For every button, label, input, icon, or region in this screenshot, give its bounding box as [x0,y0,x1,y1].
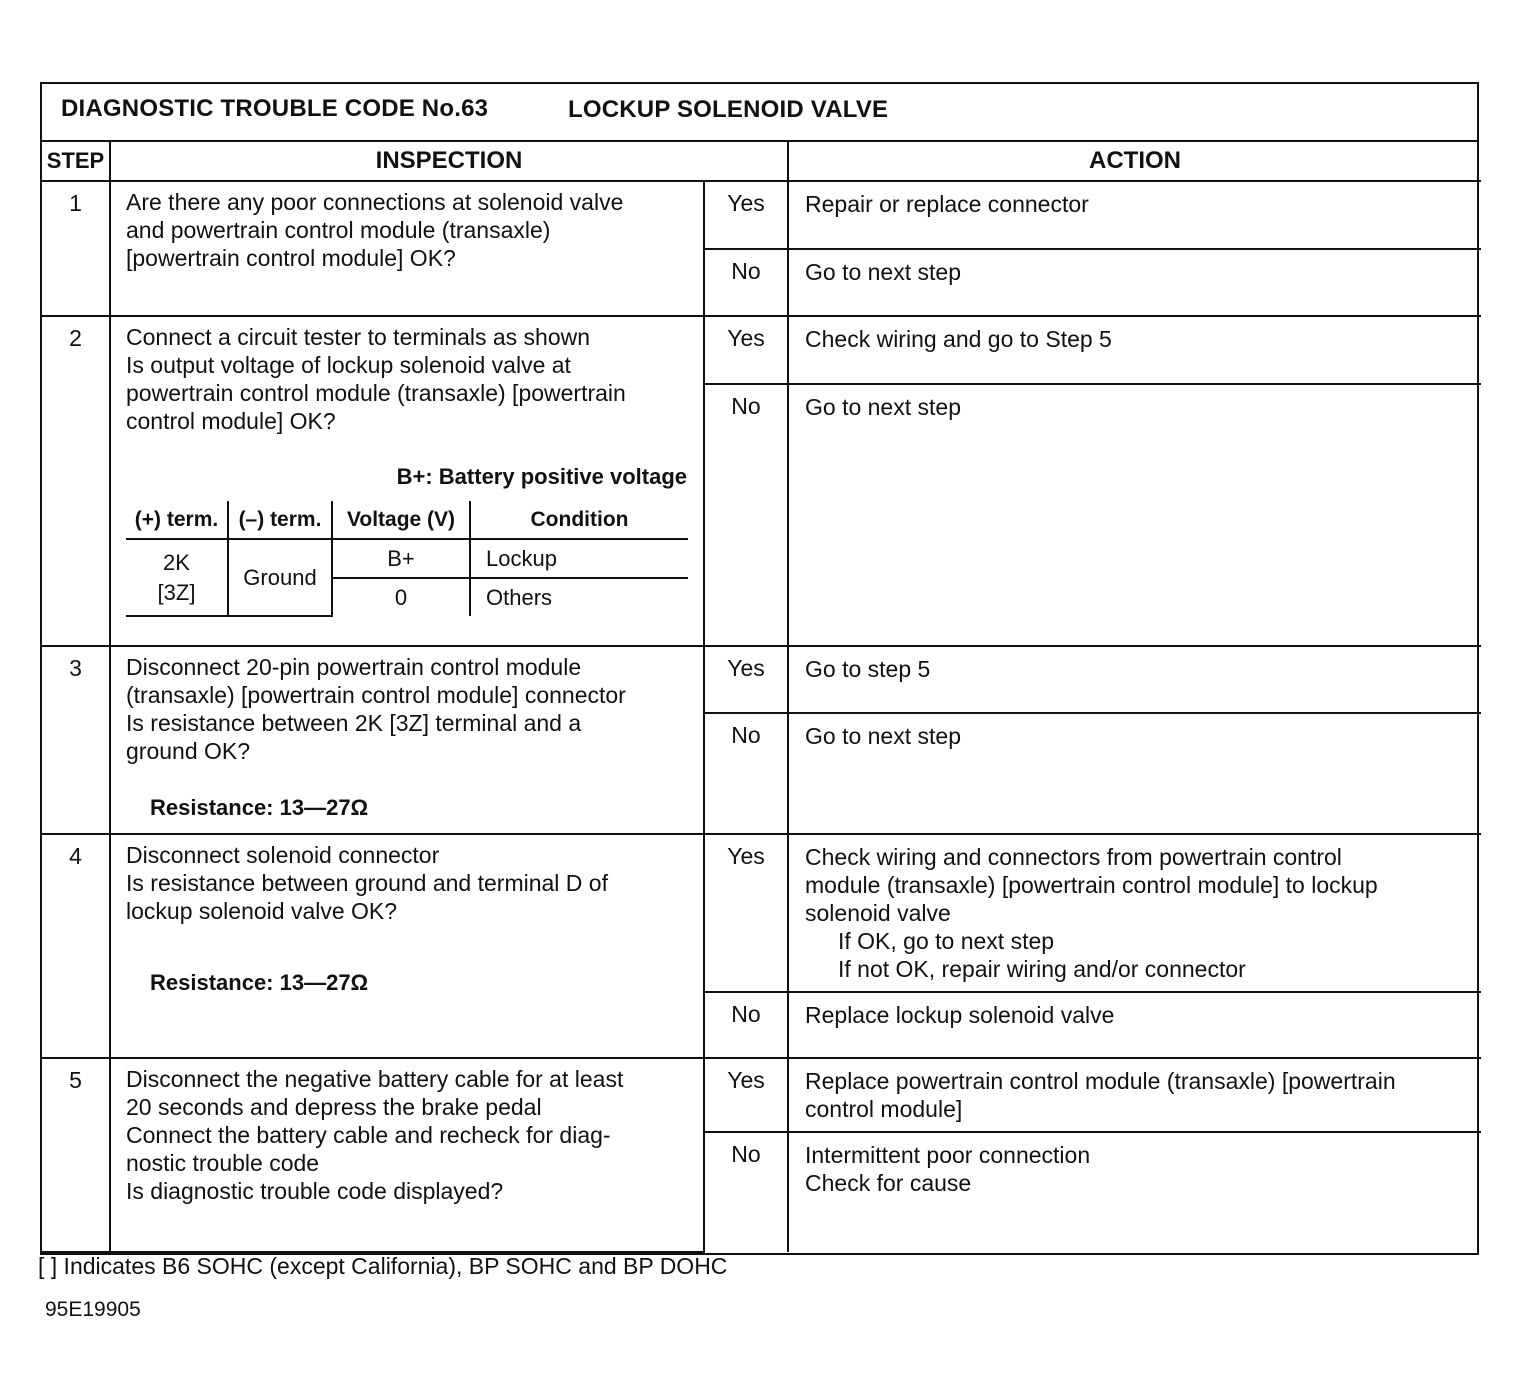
text-line: Is resistance between ground and terminal D of [126,870,608,896]
inspection-cell [110,646,704,834]
header-step: STEP [42,142,110,181]
text-line: Disconnect 20-pin powertrain control module [126,654,582,680]
no-label: No [704,249,788,316]
condition-cell: Lockup [470,539,688,578]
no-action-cell [788,249,1481,316]
text-line: Repair or replace connector [805,191,1089,217]
voltage-table [126,501,688,617]
text-line: Connect the battery cable and recheck for diag- [126,1122,611,1148]
inspection-cell [110,316,704,646]
text-line: Go to next step [805,723,961,749]
text-line: control module] [805,1096,963,1122]
text-line: If OK, go to next step [838,928,1055,954]
no-action-cell [788,992,1481,1058]
text-line: Is diagnostic trouble code displayed? [126,1178,504,1204]
text-line: Replace lockup solenoid valve [805,1002,1115,1028]
yes-label: Yes [704,834,788,992]
no-action-cell [788,384,1481,646]
text-line: Check for cause [805,1170,972,1196]
diagnostic-chart [40,82,1479,1255]
yes-label: Yes [704,646,788,713]
yes-action-cell [788,1058,1481,1132]
text-line: Connect a circuit tester to terminals as shown [126,324,591,350]
no-label: No [704,384,788,646]
voltage-cell: 0 [332,578,470,616]
yes-action-cell [788,181,1481,249]
inspection-cell [110,1058,704,1252]
component-name: LOCKUP SOLENOID VALVE [568,96,889,123]
header-action: ACTION [788,142,1481,181]
no-action-cell [788,1132,1481,1252]
text-line: module (transaxle) [powertrain control module] to lockup [805,872,1378,898]
text-line: 20 seconds and depress the brake pedal [126,1094,542,1120]
voltage-table-header-cell: (+) term. [126,501,228,539]
no-label: No [704,713,788,834]
footnote: [ ] Indicates B6 SOHC (except California), BP SOHC and BP DOHC [38,1253,728,1279]
text-line: and powertrain control module (transaxle) [126,217,551,243]
step-row-yes [42,834,1481,992]
battery-voltage-note: B+: Battery positive voltage [396,464,687,489]
text-line: control module] OK? [126,408,336,434]
step-row-yes [42,181,1481,249]
text-line: [powertrain control module] OK? [126,245,456,271]
text-line: Check wiring and go to Step 5 [805,326,1112,352]
inspection-cell [110,834,704,1058]
text-line: (transaxle) [powertrain control module] connector [126,682,626,708]
text-line: Go to next step [805,394,961,420]
trouble-code-title: DIAGNOSTIC TROUBLE CODE No.63 [61,95,489,122]
voltage-table-header-cell: (–) term. [228,501,332,539]
text-line: Is output voltage of lockup solenoid valve at [126,352,571,378]
inspection-cell [110,181,704,316]
text-line: Disconnect solenoid connector [126,842,440,868]
text-line: Check wiring and connectors from powertrain control [805,844,1342,870]
text-line: If not OK, repair wiring and/or connector [838,956,1246,982]
inspection-table [42,142,1481,1253]
text-line: nostic trouble code [126,1150,320,1176]
resistance-spec: Resistance: 13—27Ω [150,795,369,820]
voltage-table-header-cell: Voltage (V) [332,501,470,539]
yes-action-cell [788,834,1481,992]
text-line: Are there any poor connections at solenoid valve [126,189,624,215]
minus-terminal-cell: Ground [228,539,332,616]
condition-cell: Others [470,578,688,616]
text-line: Replace powertrain control module (transaxle) [powertrain [805,1068,1396,1094]
no-label: No [704,1132,788,1252]
yes-action-cell [788,316,1481,384]
step-row-yes [42,316,1481,384]
yes-action-cell [788,646,1481,713]
yes-label: Yes [704,181,788,249]
yes-label: Yes [704,316,788,384]
text-line: solenoid valve [805,900,951,926]
yes-label: Yes [704,1058,788,1132]
step-number: 5 [42,1058,110,1252]
voltage-table-row [126,539,688,578]
no-label: No [704,992,788,1058]
text-line: powertrain control module (transaxle) [powertrain [126,380,626,406]
chart-title [42,84,1477,142]
text-line: Intermittent poor connection [805,1142,1091,1168]
step-number: 4 [42,834,110,1058]
step-number: 3 [42,646,110,834]
step-number: 1 [42,181,110,316]
step-row-yes [42,1058,1481,1132]
text-line: ground OK? [126,738,251,764]
voltage-table-header-cell: Condition [470,501,688,539]
no-action-cell [788,713,1481,834]
text-line: Go to step 5 [805,656,931,682]
text-line: Disconnect the negative battery cable for at least [126,1066,624,1092]
text-line: lockup solenoid valve OK? [126,898,398,924]
resistance-spec: Resistance: 13—27Ω [150,970,369,995]
header-inspection: INSPECTION [110,142,788,181]
step-number: 2 [42,316,110,646]
step-row-yes [42,646,1481,713]
text-line: Is resistance between 2K [3Z] terminal and a [126,710,582,736]
voltage-cell: B+ [332,539,470,578]
voltage-table-header [126,501,688,539]
figure-id: 95E19905 [45,1298,141,1321]
text-line: Go to next step [805,259,961,285]
plus-terminal-cell: 2K [3Z] [126,539,228,616]
header-row [42,142,1481,181]
